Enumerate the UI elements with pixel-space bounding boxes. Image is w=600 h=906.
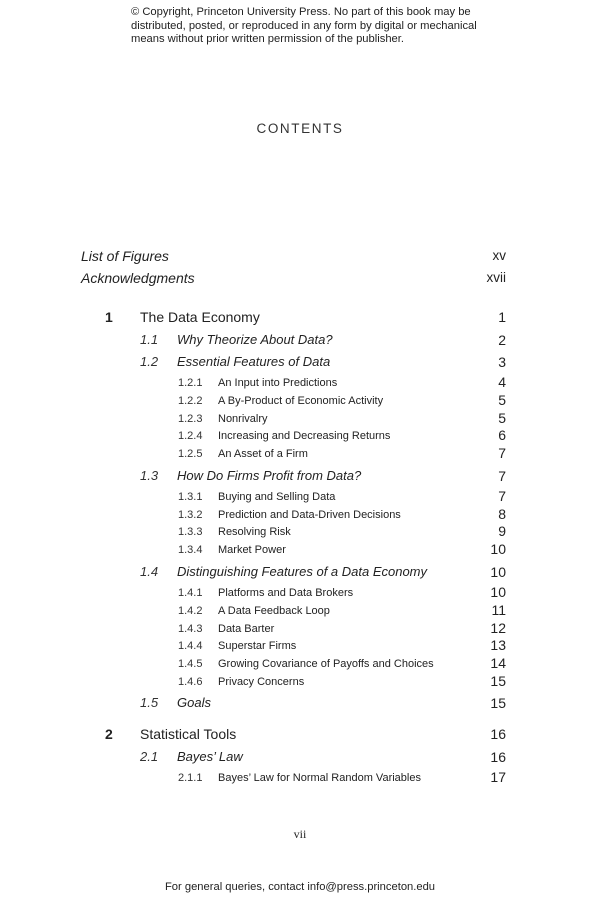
subsection-title: Platforms and Data Brokers <box>218 587 354 599</box>
subsection-page: 9 <box>498 523 506 539</box>
toc-subsection[interactable] <box>0 394 600 414</box>
subsection-page: 6 <box>498 427 506 443</box>
toc-chapter[interactable] <box>0 726 600 746</box>
copyright-line: means without prior written permission of the publisher. <box>131 33 404 46</box>
subsection-title: An Input into Predictions <box>218 377 338 389</box>
chapter-number: 2 <box>105 726 113 742</box>
toc-section[interactable] <box>0 332 600 352</box>
section-title: How Do Firms Profit from Data? <box>177 468 362 483</box>
subsection-number: 1.2.3 <box>178 413 203 425</box>
subsection-page: 10 <box>490 541 506 557</box>
subsection-page: 13 <box>490 637 506 653</box>
section-number: 1.2 <box>140 354 159 369</box>
section-page: 16 <box>490 749 506 765</box>
section-title: Bayes’ Law <box>177 749 243 764</box>
subsection-title: Growing Covariance of Payoffs and Choices <box>218 658 434 670</box>
toc-subsection[interactable] <box>0 543 600 563</box>
toc-subsection[interactable] <box>0 771 600 791</box>
subsection-title: Data Barter <box>218 623 275 635</box>
subsection-number: 1.2.2 <box>178 395 203 407</box>
subsection-page: 5 <box>498 392 506 408</box>
subsection-number: 1.4.2 <box>178 605 203 617</box>
chapter-page: 16 <box>490 726 506 742</box>
subsection-number: 1.2.4 <box>178 430 203 442</box>
toc-subsection[interactable] <box>0 429 600 449</box>
section-number: 1.3 <box>140 468 159 483</box>
section-title: Essential Features of Data <box>177 354 331 369</box>
toc-subsection[interactable] <box>0 657 600 677</box>
subsection-page: 17 <box>490 769 506 785</box>
chapter-page: 1 <box>498 309 506 325</box>
toc-entry-label: List of Figures <box>81 248 169 264</box>
toc-entry-page: xv <box>492 248 506 263</box>
section-page: 2 <box>498 332 506 348</box>
subsection-title: Increasing and Decreasing Returns <box>218 430 391 442</box>
subsection-title: A Data Feedback Loop <box>218 605 330 617</box>
subsection-page: 15 <box>490 673 506 689</box>
toc-chapter[interactable] <box>0 309 600 329</box>
subsection-number: 1.3.3 <box>178 526 203 538</box>
copyright-line: © Copyright, Princeton University Press. No part of this book may be <box>131 6 471 18</box>
section-title: Goals <box>177 695 211 710</box>
copyright-line: distributed, posted, or reproduced in any form by digital or mechanical <box>131 19 477 32</box>
subsection-page: 7 <box>498 445 506 461</box>
chapter-title: The Data Economy <box>140 309 260 325</box>
subsection-number: 1.2.5 <box>178 448 203 460</box>
subsection-title: Market Power <box>218 544 286 556</box>
toc-subsection[interactable] <box>0 490 600 510</box>
subsection-number: 1.4.3 <box>178 623 203 635</box>
subsection-title: Bayes’ Law for Normal Random Variables <box>218 772 421 784</box>
subsection-page: 10 <box>490 584 506 600</box>
subsection-page: 7 <box>498 488 506 504</box>
section-title: Distinguishing Features of a Data Economy <box>177 564 428 579</box>
copyright-notice <box>131 6 491 47</box>
toc-front-entry[interactable] <box>0 248 600 268</box>
subsection-page: 11 <box>491 602 506 618</box>
toc-section[interactable] <box>0 468 600 488</box>
toc-section[interactable] <box>0 354 600 374</box>
subsection-title: Buying and Selling Data <box>218 491 336 503</box>
subsection-number: 1.3.2 <box>178 509 203 521</box>
section-number: 2.1 <box>140 749 159 764</box>
section-page: 3 <box>498 354 506 370</box>
subsection-number: 1.2.1 <box>178 377 203 389</box>
subsection-number: 1.4.4 <box>178 640 203 652</box>
subsection-number: 1.4.1 <box>178 587 203 599</box>
subsection-title: An Asset of a Firm <box>218 448 308 460</box>
toc-subsection[interactable] <box>0 376 600 396</box>
section-number: 1.1 <box>140 332 159 347</box>
toc-subsection[interactable] <box>0 586 600 606</box>
toc-entry-page: xvii <box>486 270 506 285</box>
subsection-page: 12 <box>490 620 506 636</box>
toc-subsection[interactable] <box>0 675 600 695</box>
subsection-number: 2.1.1 <box>178 772 203 784</box>
subsection-title: A By-Product of Economic Activity <box>218 395 384 407</box>
section-title: Why Theorize About Data? <box>177 332 333 347</box>
subsection-number: 1.4.6 <box>178 676 203 688</box>
toc-front-entry[interactable] <box>0 270 600 290</box>
subsection-page: 5 <box>498 410 506 426</box>
subsection-page: 8 <box>498 506 506 522</box>
subsection-title: Resolving Risk <box>218 526 291 538</box>
subsection-number: 1.4.5 <box>178 658 203 670</box>
toc-entry-label: Acknowledgments <box>81 270 195 286</box>
toc-section[interactable] <box>0 749 600 769</box>
subsection-title: Nonrivalry <box>218 413 268 425</box>
chapter-title: Statistical Tools <box>140 726 237 742</box>
section-page: 10 <box>490 564 506 580</box>
toc-section[interactable] <box>0 695 600 715</box>
toc-section[interactable] <box>0 564 600 584</box>
toc-subsection[interactable] <box>0 525 600 545</box>
subsection-page: 14 <box>490 655 506 671</box>
section-number: 1.5 <box>140 695 159 710</box>
chapter-number: 1 <box>105 309 113 325</box>
toc-subsection[interactable] <box>0 447 600 467</box>
subsection-title: Superstar Firms <box>218 640 297 652</box>
page-number: vii <box>293 827 307 841</box>
contents-title: CONTENTS <box>256 121 344 136</box>
subsection-number: 1.3.1 <box>178 491 203 503</box>
section-page: 7 <box>498 468 506 484</box>
subsection-title: Privacy Concerns <box>218 676 305 688</box>
section-page: 15 <box>490 695 506 711</box>
footer-contact: For general queries, contact info@press.princeton.edu <box>164 881 436 893</box>
subsection-title: Prediction and Data-Driven Decisions <box>218 509 401 521</box>
toc-subsection[interactable] <box>0 639 600 659</box>
subsection-number: 1.3.4 <box>178 544 203 556</box>
toc-subsection[interactable] <box>0 604 600 624</box>
subsection-page: 4 <box>498 374 506 390</box>
section-number: 1.4 <box>140 564 159 579</box>
